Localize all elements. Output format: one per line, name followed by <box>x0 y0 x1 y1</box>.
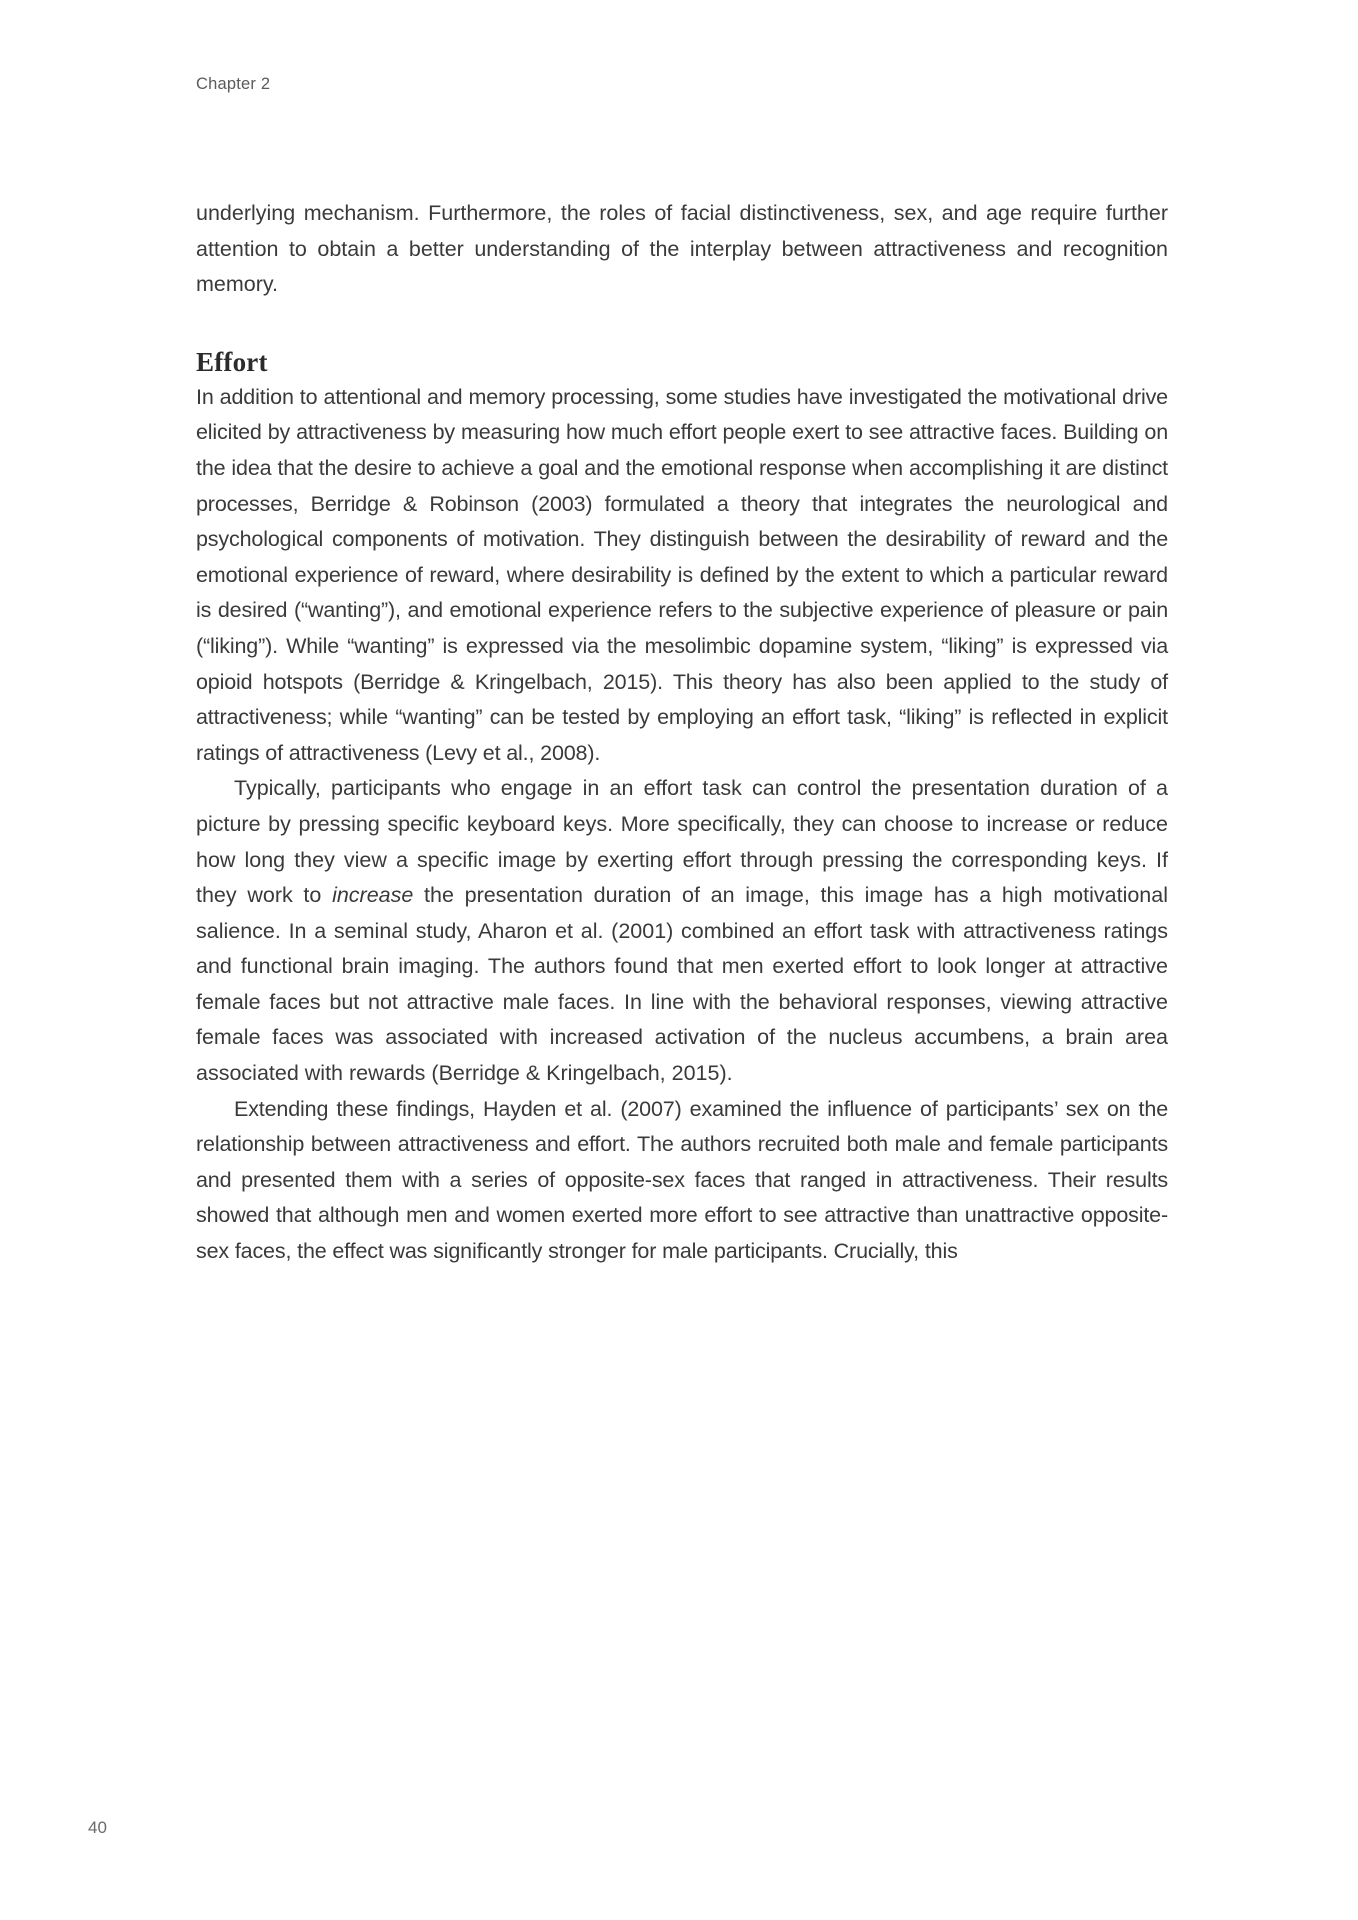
italic-emphasis-increase: increase <box>332 883 414 908</box>
paragraph-text-after-italic: the presentation duration of an image, this image has a high motivational salience. In a seminal study, Aharon et al. (2001) combined an effort task with attractiveness ratings and functional brain imaging. The authors found that men exerted effort to look longer at attractive female faces but not attractive male faces. In line with the behavioral responses, viewing attractive female faces was associated with increased activation of the nucleus accumbens, a brain area associated with rewards (Berridge & Kringelbach, 2015). <box>196 883 1168 1086</box>
paragraph-effort-intro: In addition to attentional and memory processing, some studies have investigated the motivational drive elicited by attractiveness by measuring how much effort people exert to see attractive faces. Building on the idea that the desire to achieve a goal and the emotional response when accomplishing it are distinct processes, Berridge & Robinson (2003) formulated a theory that integrates the neurological and psychological components of motivation. They distinguish between the desirability of reward and the emotional experience of reward, where desirability is defined by the extent to which a particular reward is desired (“wanting”), and emotional experience refers to the subjective experience of pleasure or pain (“liking”). While “wanting” is expressed via the mesolimbic dopamine system, “liking” is expressed via opioid hotspots (Berridge & Kringelbach, 2015). This theory has also been applied to the study of attractiveness; while “wanting” can be tested by employing an effort task, “liking” is reflected in explicit ratings of attractiveness (Levy et al., 2008). <box>196 384 1168 765</box>
running-head: Chapter 2 <box>196 75 271 93</box>
paragraph-effort-task <box>196 771 1168 1091</box>
paragraph-text-before-italic: Typically, participants who engage in an effort task can control the presentation duration of a picture by pressing specific keyboard keys. More specifically, they can choose to increase or reduce how long they view a specific image by exerting effort through pressing the corresponding keys. If they work to <box>196 776 1168 908</box>
page-body <box>196 196 1168 1270</box>
page-number: 40 <box>88 1818 107 1837</box>
paragraph-continuation: underlying mechanism. Furthermore, the roles of facial distinctiveness, sex, and age require further attention to obtain a better understanding of the interplay between attractiveness and recognition memory. <box>196 201 1168 297</box>
paragraph-hayden-findings: Extending these findings, Hayden et al. (2007) examined the influence of participants’ sex on the relationship between attractiveness and effort. The authors recruited both male and female participants and presented them with a series of opposite-sex faces that ranged in attractiveness. Their results showed that although men and women exerted more effort to see attractive than unattractive opposite-sex faces, the effect was significantly stronger for male participants. Crucially, this <box>196 1096 1168 1264</box>
section-heading-effort: Effort <box>196 346 268 377</box>
